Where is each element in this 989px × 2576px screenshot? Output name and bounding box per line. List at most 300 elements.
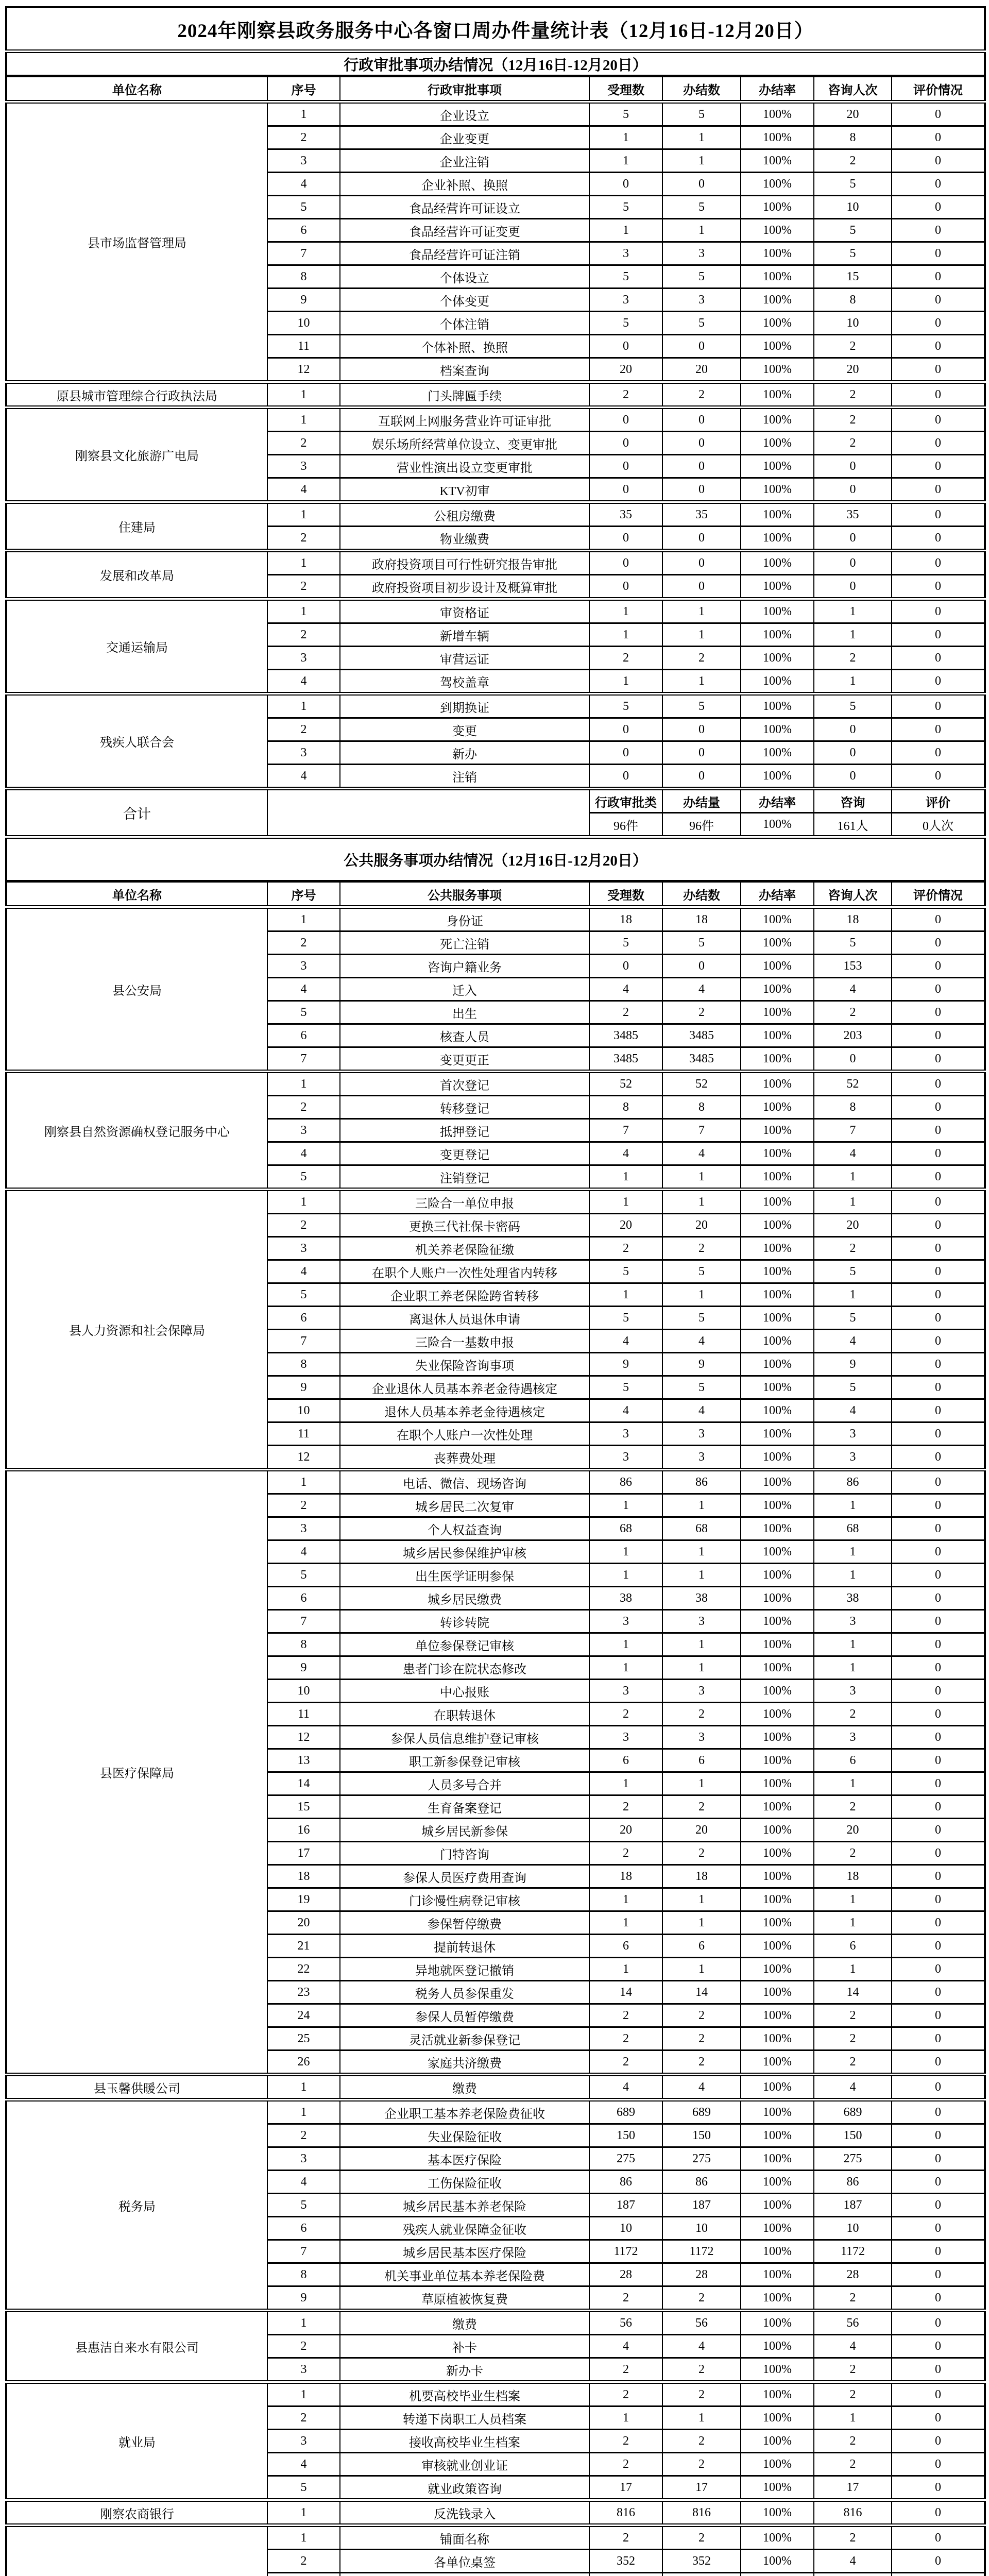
consult-count-cell: 3	[814, 1446, 892, 1470]
completion-rate-cell: 100%	[741, 1981, 814, 2004]
unit-name-cell: 刚察县文化旅游广电局	[6, 408, 267, 502]
accepted-count-cell: 14	[589, 1981, 662, 2004]
completed-count-cell: 2	[662, 647, 741, 670]
evaluation-cell: 0	[892, 149, 985, 173]
column-header: 单位名称	[6, 882, 267, 907]
item-cell: 企业设立	[340, 102, 589, 126]
column-header: 咨询人次	[814, 882, 892, 907]
evaluation-cell: 0	[892, 1119, 985, 1142]
accepted-count-cell: 2	[589, 2050, 662, 2075]
seq-cell: 1	[267, 551, 340, 575]
seq-cell: 3	[267, 647, 340, 670]
completed-count-cell: 5	[662, 312, 741, 335]
item-cell: 草原植被恢复费	[340, 2286, 589, 2311]
completion-rate-cell: 100%	[741, 1330, 814, 1353]
evaluation-cell: 0	[892, 289, 985, 312]
seq-cell: 19	[267, 1888, 340, 1911]
completion-rate-cell: 100%	[741, 2124, 814, 2147]
completed-count-cell: 275	[662, 2147, 741, 2171]
consult-count-cell: 0	[814, 741, 892, 765]
item-cell: 参保人员医疗费用查询	[340, 1865, 589, 1888]
accepted-count-cell: 4	[589, 2075, 662, 2100]
consult-count-cell: 1	[814, 1633, 892, 1656]
accepted-count-cell: 1	[589, 1633, 662, 1656]
item-cell: 失业保险征收	[340, 2124, 589, 2147]
accepted-count-cell: 7	[589, 1119, 662, 1142]
unit-name-cell: 县惠洁自来水有限公司	[6, 2311, 267, 2382]
completed-count-cell: 5	[662, 1376, 741, 1399]
consult-count-cell: 6	[814, 1935, 892, 1958]
completion-rate-cell: 100%	[741, 2406, 814, 2430]
seq-cell: 20	[267, 1911, 340, 1935]
seq-cell: 8	[267, 265, 340, 289]
seq-cell: 5	[267, 1564, 340, 1587]
consult-count-cell: 2	[814, 2453, 892, 2476]
item-cell: 食品经营许可证设立	[340, 196, 589, 219]
evaluation-cell: 0	[892, 1237, 985, 1260]
consult-count-cell: 153	[814, 955, 892, 978]
consult-count-cell: 0	[814, 575, 892, 599]
accepted-count-cell: 5	[589, 1376, 662, 1399]
evaluation-cell: 0	[892, 2476, 985, 2500]
accepted-count-cell: 2	[589, 1001, 662, 1024]
consult-count-cell: 689	[814, 2100, 892, 2124]
item-cell: 审资格证	[340, 599, 589, 623]
seq-cell: 3	[267, 741, 340, 765]
completion-rate-cell: 100%	[741, 382, 814, 408]
completion-rate-cell: 100%	[741, 1260, 814, 1283]
evaluation-cell: 0	[892, 1376, 985, 1399]
accepted-count-cell	[589, 2573, 662, 2576]
completed-count-cell: 68	[662, 1517, 741, 1540]
completed-count-cell: 5	[662, 265, 741, 289]
item-cell: 生育备案登记	[340, 1795, 589, 1819]
item-cell: 个体注销	[340, 312, 589, 335]
consult-count-cell: 3	[814, 1726, 892, 1749]
evaluation-cell: 0	[892, 2311, 985, 2335]
accepted-count-cell: 1172	[589, 2240, 662, 2263]
evaluation-cell: 0	[892, 1981, 985, 2004]
completion-rate-cell: 100%	[741, 1446, 814, 1470]
completion-rate-cell: 100%	[741, 2358, 814, 2382]
evaluation-cell: 0	[892, 741, 985, 765]
item-cell: 食品经营许可证注销	[340, 242, 589, 265]
seq-cell: 6	[267, 1307, 340, 1330]
accepted-count-cell: 2	[589, 382, 662, 408]
consult-count-cell: 1	[814, 2406, 892, 2430]
completed-count-cell: 816	[662, 2500, 741, 2526]
consult-count-cell: 3	[814, 1422, 892, 1446]
seq-cell: 3	[267, 1119, 340, 1142]
seq-cell: 2	[267, 2335, 340, 2358]
completion-rate-cell: 100%	[741, 2004, 814, 2027]
consult-count-cell: 15	[814, 265, 892, 289]
seq-cell: 1	[267, 502, 340, 527]
completion-rate-cell: 100%	[741, 219, 814, 242]
completion-rate-cell: 100%	[741, 1935, 814, 1958]
evaluation-cell: 0	[892, 312, 985, 335]
completed-count-cell: 0	[662, 455, 741, 478]
accepted-count-cell: 0	[589, 432, 662, 455]
completed-count-cell: 9	[662, 1353, 741, 1376]
evaluation-cell: 0	[892, 1772, 985, 1795]
completion-rate-cell: 100%	[741, 575, 814, 599]
completed-count-cell: 2	[662, 1001, 741, 1024]
completed-count-cell: 6	[662, 1749, 741, 1772]
seq-cell: 2	[267, 126, 340, 149]
evaluation-cell: 0	[892, 1190, 985, 1214]
completion-rate-cell: 100%	[741, 1353, 814, 1376]
evaluation-cell: 0	[892, 575, 985, 599]
evaluation-cell: 0	[892, 599, 985, 623]
seq-cell: 4	[267, 2171, 340, 2194]
item-cell: 提前转退休	[340, 1935, 589, 1958]
seq-cell: 1	[267, 907, 340, 931]
consult-count-cell: 2	[814, 2526, 892, 2550]
item-cell: 异地就医登记撤销	[340, 1958, 589, 1981]
completed-count-cell: 2	[662, 1703, 741, 1726]
accepted-count-cell: 3	[589, 1610, 662, 1633]
item-cell: 在职个人账户一次性处理	[340, 1422, 589, 1446]
evaluation-cell: 0	[892, 219, 985, 242]
completion-rate-cell: 100%	[741, 1142, 814, 1165]
evaluation-cell: 0	[892, 1517, 985, 1540]
item-cell: 政府投资项目初步设计及概算审批	[340, 575, 589, 599]
completed-count-cell: 7	[662, 1119, 741, 1142]
accepted-count-cell: 20	[589, 358, 662, 382]
seq-cell: 23	[267, 1981, 340, 2004]
completion-rate-cell: 100%	[741, 2382, 814, 2406]
section-total-value: 161人	[814, 813, 892, 837]
consult-count-cell: 2	[814, 647, 892, 670]
completion-rate-cell: 100%	[741, 173, 814, 196]
item-cell: 企业注销	[340, 149, 589, 173]
item-cell: 咨询户籍业务	[340, 955, 589, 978]
item-cell: 首次登记	[340, 1072, 589, 1096]
accepted-count-cell: 20	[589, 1819, 662, 1842]
item-cell: 政府投资项目可行性研究报告审批	[340, 551, 589, 575]
evaluation-cell: 0	[892, 1307, 985, 1330]
completion-rate-cell: 100%	[741, 2311, 814, 2335]
completion-rate-cell: 100%	[741, 196, 814, 219]
item-cell: 三险合一基数申报	[340, 1330, 589, 1353]
completed-count-cell: 4	[662, 2075, 741, 2100]
item-cell: 单位参保登记审核	[340, 1633, 589, 1656]
accepted-count-cell: 1	[589, 1958, 662, 1981]
consult-count-cell: 187	[814, 2194, 892, 2217]
consult-count-cell: 0	[814, 527, 892, 551]
accepted-count-cell: 5	[589, 931, 662, 955]
seq-cell: 4	[267, 1540, 340, 1564]
evaluation-cell: 0	[892, 1399, 985, 1422]
item-cell: 企业补照、换照	[340, 173, 589, 196]
unit-name-cell: 刚察农商银行	[6, 2500, 267, 2526]
consult-count-cell: 5	[814, 1307, 892, 1330]
evaluation-cell: 0	[892, 1795, 985, 1819]
evaluation-cell: 0	[892, 1494, 985, 1517]
item-cell: 个人权益查询	[340, 1517, 589, 1540]
evaluation-cell: 0	[892, 1726, 985, 1749]
consult-count-cell: 1	[814, 1494, 892, 1517]
completed-count-cell: 5	[662, 196, 741, 219]
seq-cell: 9	[267, 1376, 340, 1399]
accepted-count-cell: 5	[589, 1307, 662, 1330]
accepted-count-cell: 1	[589, 670, 662, 694]
completion-rate-cell: 100%	[741, 623, 814, 647]
completion-rate-cell: 100%	[741, 2526, 814, 2550]
completed-count-cell: 52	[662, 1072, 741, 1096]
completion-rate-cell: 100%	[741, 335, 814, 358]
section-total-label: 合计	[6, 789, 267, 837]
unit-name-cell: 县医疗保障局	[6, 1470, 267, 2075]
unit-name-cell: 县市场监督管理局	[6, 102, 267, 382]
seq-cell: 12	[267, 1726, 340, 1749]
consult-count-cell: 20	[814, 358, 892, 382]
completed-count-cell: 6	[662, 1935, 741, 1958]
completed-count-cell: 2	[662, 2430, 741, 2453]
completion-rate-cell: 100%	[741, 2147, 814, 2171]
completed-count-cell: 2	[662, 2004, 741, 2027]
evaluation-cell: 0	[892, 694, 985, 718]
seq-cell: 2	[267, 2406, 340, 2430]
completion-rate-cell: 100%	[741, 1470, 814, 1494]
seq-cell: 2	[267, 432, 340, 455]
consult-count-cell: 9	[814, 1353, 892, 1376]
column-header: 受理数	[589, 76, 662, 102]
evaluation-cell: 0	[892, 1587, 985, 1610]
evaluation-cell: 0	[892, 1819, 985, 1842]
accepted-count-cell: 10	[589, 2217, 662, 2240]
evaluation-cell: 0	[892, 126, 985, 149]
item-cell: 身份证	[340, 907, 589, 931]
completion-rate-cell: 100%	[741, 265, 814, 289]
item-cell: 就业政策咨询	[340, 2476, 589, 2500]
completed-count-cell: 2	[662, 1237, 741, 1260]
completed-count-cell: 8	[662, 1096, 741, 1119]
consult-count-cell: 2	[814, 149, 892, 173]
accepted-count-cell: 8	[589, 1096, 662, 1119]
evaluation-cell: 0	[892, 1703, 985, 1726]
completion-rate-cell: 100%	[741, 1072, 814, 1096]
item-cell: 中心报账	[340, 1680, 589, 1703]
completed-count-cell: 2	[662, 2050, 741, 2075]
seq-cell: 2	[267, 2124, 340, 2147]
completed-count-cell: 18	[662, 1865, 741, 1888]
column-header: 序号	[267, 76, 340, 102]
seq-cell: 3	[267, 455, 340, 478]
accepted-count-cell: 9	[589, 1353, 662, 1376]
accepted-count-cell: 0	[589, 173, 662, 196]
seq-cell: 9	[267, 2286, 340, 2311]
item-cell: 转递下岗职工人员档案	[340, 2406, 589, 2430]
completed-count-cell: 1	[662, 149, 741, 173]
accepted-count-cell: 0	[589, 455, 662, 478]
consult-count-cell: 4	[814, 2335, 892, 2358]
consult-count-cell: 2	[814, 382, 892, 408]
completion-rate-cell: 100%	[741, 1001, 814, 1024]
seq-cell: 1	[267, 2100, 340, 2124]
seq-cell: 3	[267, 955, 340, 978]
accepted-count-cell: 0	[589, 765, 662, 789]
evaluation-cell: 0	[892, 2075, 985, 2100]
item-cell: 注销登记	[340, 1165, 589, 1190]
accepted-count-cell: 0	[589, 551, 662, 575]
evaluation-cell: 0	[892, 1540, 985, 1564]
item-cell: 新增车辆	[340, 623, 589, 647]
accepted-count-cell: 1	[589, 1656, 662, 1680]
completed-count-cell: 0	[662, 527, 741, 551]
accepted-count-cell: 17	[589, 2476, 662, 2500]
evaluation-cell: 0	[892, 2453, 985, 2476]
evaluation-cell: 0	[892, 1096, 985, 1119]
completed-count-cell: 86	[662, 1470, 741, 1494]
consult-count-cell: 2	[814, 2286, 892, 2311]
accepted-count-cell: 28	[589, 2263, 662, 2286]
completed-count-cell: 5	[662, 694, 741, 718]
completed-count-cell: 0	[662, 575, 741, 599]
item-cell: 食品经营许可证变更	[340, 219, 589, 242]
completion-rate-cell: 100%	[741, 1119, 814, 1142]
section-total-value: 100%	[741, 813, 814, 837]
seq-cell: 4	[267, 2453, 340, 2476]
item-cell: 出生	[340, 1001, 589, 1024]
completed-count-cell: 5	[662, 1260, 741, 1283]
seq-cell: 5	[267, 196, 340, 219]
consult-count-cell: 4	[814, 2550, 892, 2573]
completed-count-cell: 1	[662, 1656, 741, 1680]
evaluation-cell: 0	[892, 478, 985, 502]
accepted-count-cell: 18	[589, 907, 662, 931]
consult-count-cell: 1	[814, 1190, 892, 1214]
seq-cell: 2	[267, 527, 340, 551]
item-cell: 退休人员基本养老金待遇核定	[340, 1399, 589, 1422]
completion-rate-cell: 100%	[741, 2217, 814, 2240]
evaluation-cell: 0	[892, 173, 985, 196]
accepted-count-cell: 1	[589, 1772, 662, 1795]
evaluation-cell: 0	[892, 2027, 985, 2050]
evaluation-cell: 0	[892, 1001, 985, 1024]
item-cell: 新办	[340, 741, 589, 765]
completion-rate-cell: 100%	[741, 1680, 814, 1703]
seq-cell: 1	[267, 2500, 340, 2526]
item-cell: 工伤保险征收	[340, 2171, 589, 2194]
section-total-header: 办结量	[662, 789, 741, 813]
accepted-count-cell: 5	[589, 694, 662, 718]
evaluation-cell: 0	[892, 2500, 985, 2526]
section-total-header: 行政审批类	[589, 789, 662, 813]
completed-count-cell: 28	[662, 2263, 741, 2286]
seq-cell: 21	[267, 1935, 340, 1958]
accepted-count-cell: 3485	[589, 1047, 662, 1072]
completion-rate-cell: 100%	[741, 2240, 814, 2263]
completion-rate-cell: 100%	[741, 1190, 814, 1214]
completion-rate-cell: 100%	[741, 289, 814, 312]
consult-count-cell: 18	[814, 1865, 892, 1888]
evaluation-cell: 0	[892, 1283, 985, 1307]
completed-count-cell: 352	[662, 2550, 741, 2573]
evaluation-cell: 0	[892, 335, 985, 358]
consult-count-cell: 1	[814, 1958, 892, 1981]
completed-count-cell: 0	[662, 718, 741, 741]
item-cell: 患者门诊在院状态修改	[340, 1656, 589, 1680]
completion-rate-cell: 100%	[741, 126, 814, 149]
evaluation-cell: 0	[892, 2124, 985, 2147]
consult-count-cell: 1	[814, 1772, 892, 1795]
accepted-count-cell: 187	[589, 2194, 662, 2217]
item-cell: 企业职工养老保险跨省转移	[340, 1283, 589, 1307]
item-cell: 物业缴费	[340, 527, 589, 551]
consult-count-cell: 5	[814, 219, 892, 242]
seq-cell: 1	[267, 1072, 340, 1096]
item-cell: 变更	[340, 718, 589, 741]
unit-name-cell: 县玉馨供暖公司	[6, 2075, 267, 2100]
seq-cell: 6	[267, 1024, 340, 1047]
item-cell: 失业保险咨询事项	[340, 1353, 589, 1376]
consult-count-cell: 1	[814, 670, 892, 694]
consult-count-cell: 0	[814, 765, 892, 789]
seq-cell: 2	[267, 931, 340, 955]
evaluation-cell: 0	[892, 551, 985, 575]
consult-count-cell: 1	[814, 1564, 892, 1587]
consult-count-cell: 0	[814, 455, 892, 478]
evaluation-cell: 0	[892, 2240, 985, 2263]
seq-cell: 2	[267, 623, 340, 647]
completion-rate-cell: 100%	[741, 670, 814, 694]
accepted-count-cell: 1	[589, 1564, 662, 1587]
completion-rate-cell: 100%	[741, 1587, 814, 1610]
item-cell: 审核就业创业证	[340, 2453, 589, 2476]
completion-rate-cell: 100%	[741, 1422, 814, 1446]
item-cell: 互联网上网服务营业许可证审批	[340, 408, 589, 432]
completion-rate-cell: 100%	[741, 1564, 814, 1587]
completion-rate-cell: 100%	[741, 2263, 814, 2286]
unit-name-cell: 发展和改革局	[6, 551, 267, 599]
evaluation-cell: 0	[892, 2335, 985, 2358]
completed-count-cell: 1	[662, 1633, 741, 1656]
seq-cell: 10	[267, 1399, 340, 1422]
evaluation-cell: 0	[892, 1865, 985, 1888]
unit-name-cell: 税务局	[6, 2100, 267, 2311]
evaluation-cell: 0	[892, 382, 985, 408]
accepted-count-cell: 816	[589, 2500, 662, 2526]
consult-count-cell: 2	[814, 1703, 892, 1726]
completion-rate-cell: 100%	[741, 242, 814, 265]
page-title: 2024年刚察县政务服务中心各窗口周办件量统计表（12月16日-12月20日）	[6, 7, 985, 52]
consult-count-cell: 8	[814, 289, 892, 312]
completed-count-cell: 0	[662, 765, 741, 789]
section-total-value: 0人次	[892, 813, 985, 837]
column-header: 办结数	[662, 76, 741, 102]
consult-count-cell: 5	[814, 931, 892, 955]
accepted-count-cell: 4	[589, 978, 662, 1001]
evaluation-cell: 0	[892, 1446, 985, 1470]
completed-count-cell: 1	[662, 126, 741, 149]
completed-count-cell: 0	[662, 173, 741, 196]
seq-cell: 1	[267, 408, 340, 432]
evaluation-cell: 0	[892, 2406, 985, 2430]
item-cell: 到期换证	[340, 694, 589, 718]
accepted-count-cell: 275	[589, 2147, 662, 2171]
consult-count-cell: 4	[814, 978, 892, 1001]
accepted-count-cell: 3	[589, 242, 662, 265]
item-cell: 驾校盖章	[340, 670, 589, 694]
evaluation-cell: 0	[892, 718, 985, 741]
seq-cell: 26	[267, 2050, 340, 2075]
accepted-count-cell: 68	[589, 1517, 662, 1540]
completion-rate-cell: 100%	[741, 1911, 814, 1935]
column-header: 单位名称	[6, 76, 267, 102]
accepted-count-cell: 1	[589, 1165, 662, 1190]
